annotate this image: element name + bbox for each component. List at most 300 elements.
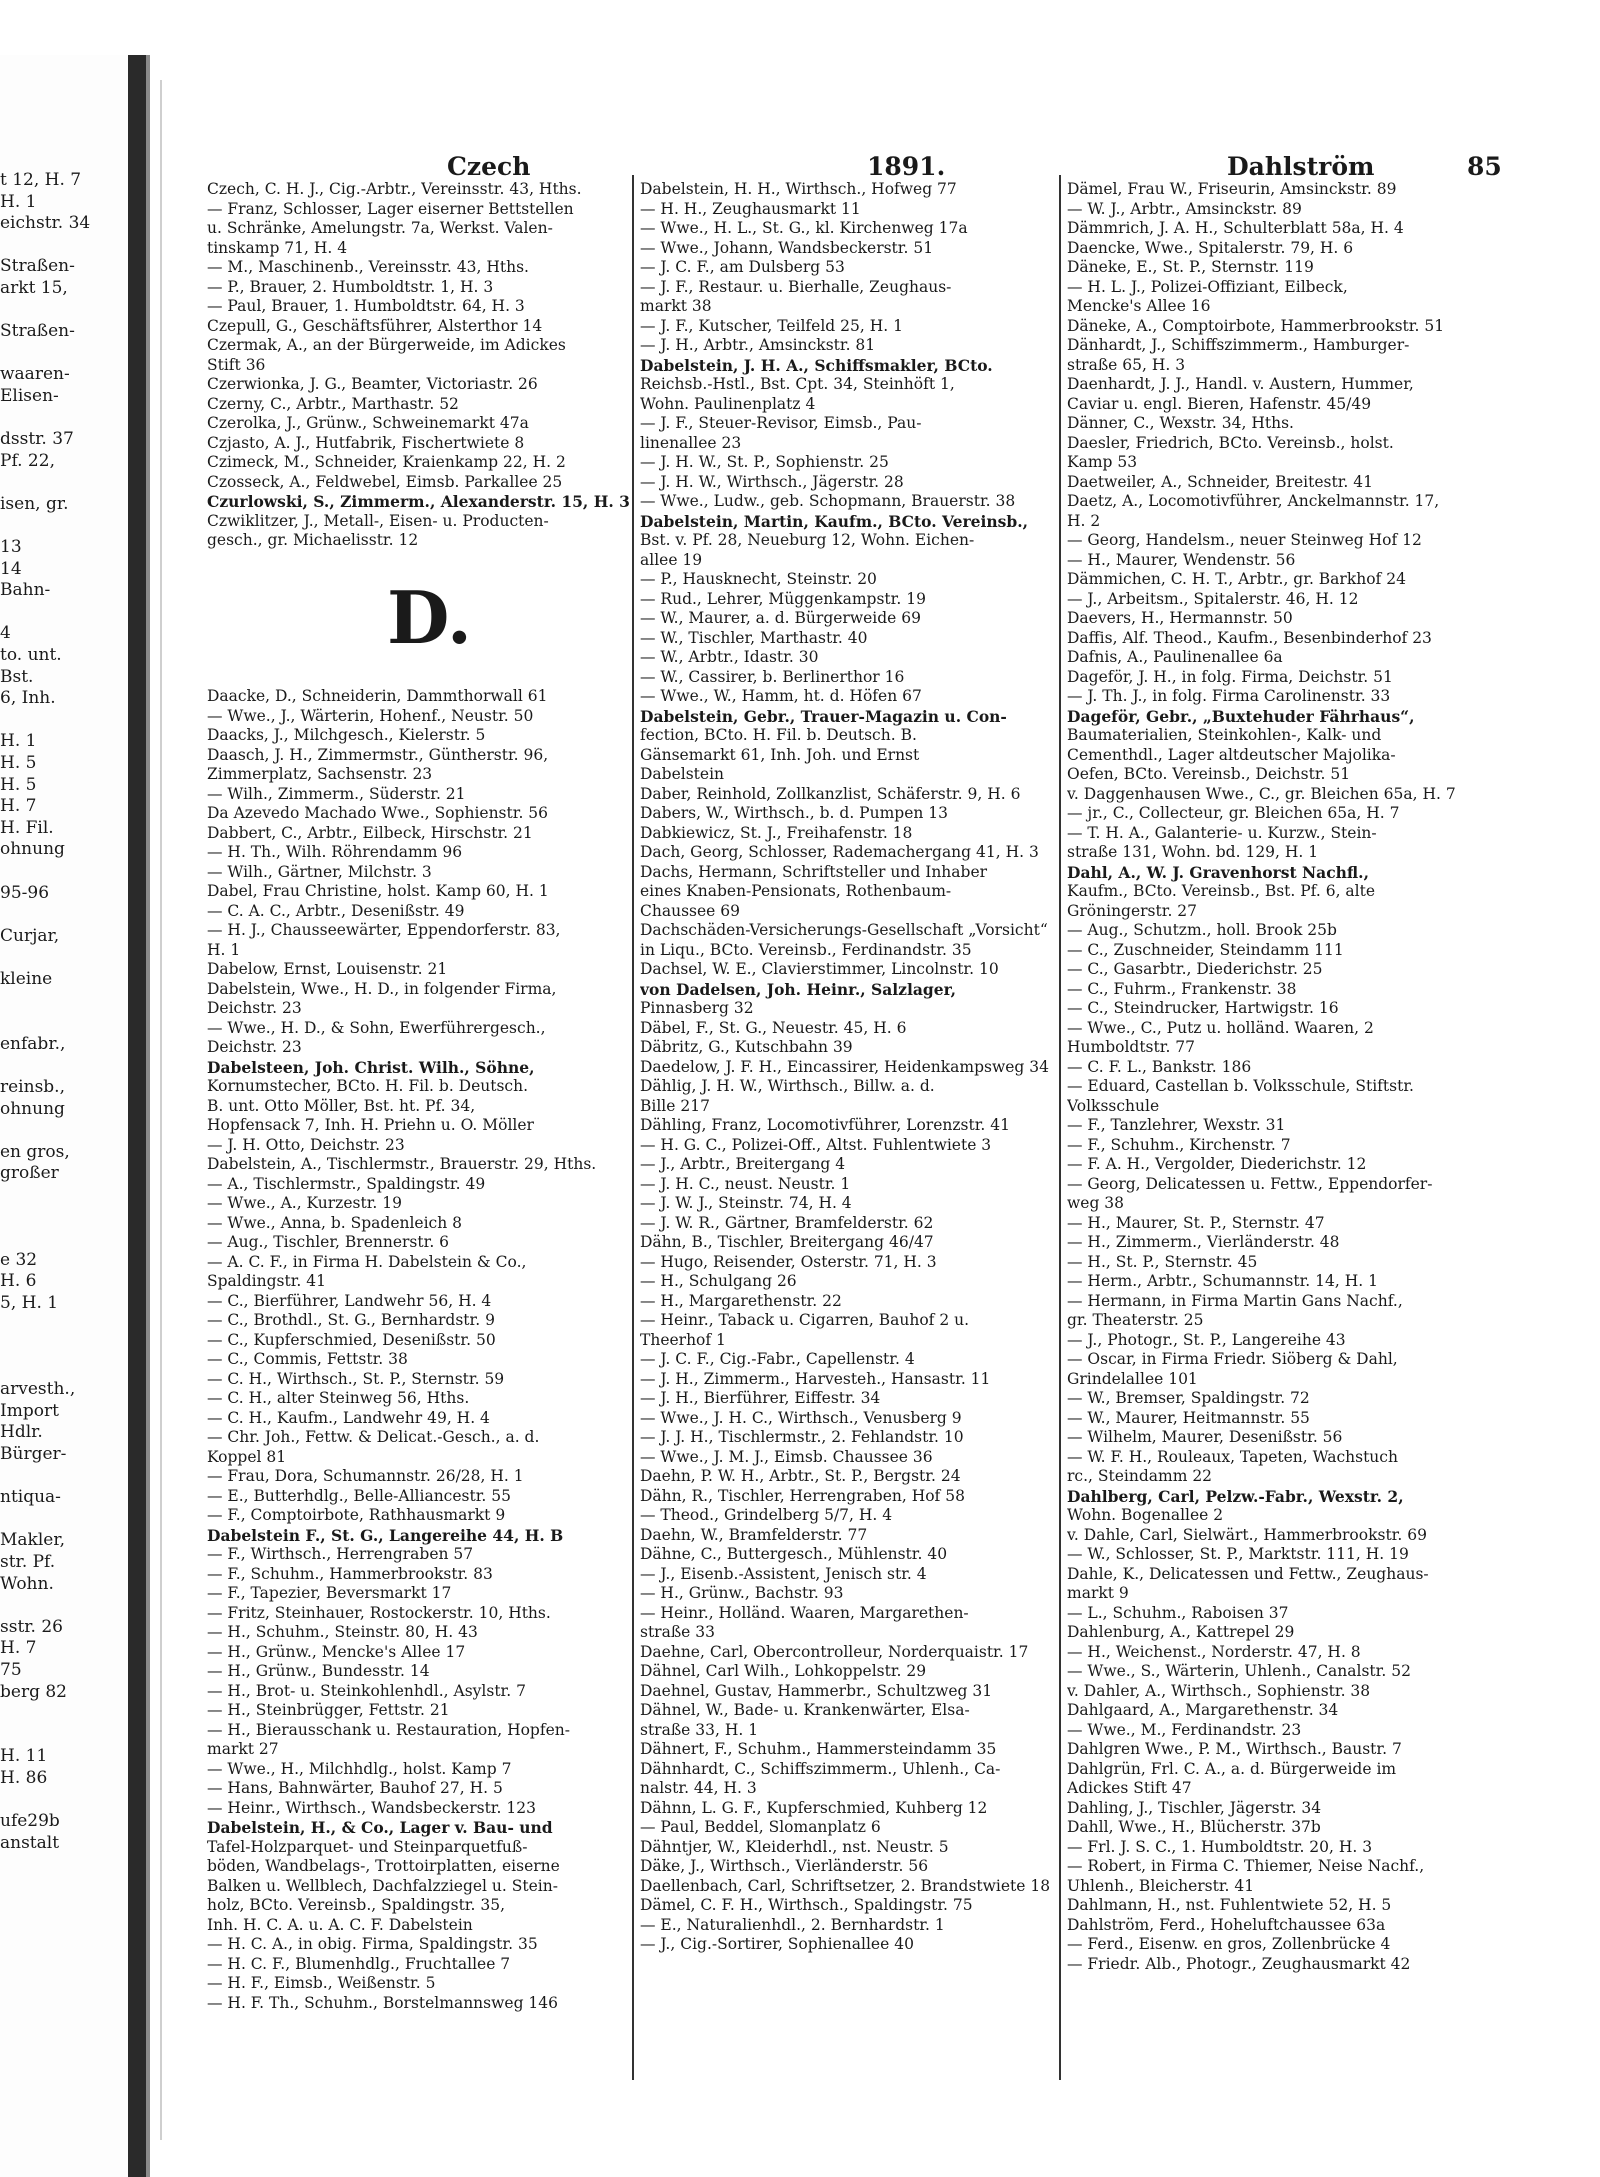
directory-entry: — F., Wirthsch., Herrengraben 57 xyxy=(207,1545,474,1563)
directory-entry: Kaufm., BCto. Vereinsb., Bst. Pf. 6, alte xyxy=(1067,882,1376,900)
directory-entry: Mencke's Allee 16 xyxy=(1067,297,1211,315)
edge-text-line: Curjar, xyxy=(0,925,60,946)
directory-entry: — C., Steindrucker, Hartwigstr. 16 xyxy=(1067,999,1339,1017)
directory-entry: Dahl, A., W. J. Gravenhorst Nachfl., xyxy=(1067,862,1369,882)
directory-entry: Czerwionka, J. G., Beamter, Victoriastr. 26 xyxy=(207,375,538,393)
directory-entry: — J. F., Steuer-Revisor, Eimsb., Pau- xyxy=(640,414,922,432)
directory-entry: Dageför, J. H., in folg. Firma, Deichstr. 51 xyxy=(1067,667,1393,686)
edge-text-line: Bürger- xyxy=(0,1444,67,1465)
directory-entry: — J. C. F., Cig.-Fabr., Capellenstr. 4 xyxy=(640,1350,915,1368)
edge-text-line: H. 7 xyxy=(0,1638,37,1659)
directory-entry: — Wwe., Johann, Wandsbeckerstr. 51 xyxy=(640,238,934,257)
edge-text-line xyxy=(0,1055,126,1077)
directory-entry: — C., Commis, Fettstr. 38 xyxy=(207,1350,408,1368)
edge-text-line: Makler, xyxy=(0,1530,66,1551)
directory-entry: Czerolka, J., Grünw., Schweinemarkt 47a xyxy=(207,414,529,432)
directory-column-1 xyxy=(207,180,632,2013)
directory-entry: weg 38 xyxy=(1067,1194,1125,1212)
directory-entry: Stift 36 xyxy=(207,355,266,374)
directory-entry: — J. J. H., Tischlermstr., 2. Fehlandstr. 10 xyxy=(640,1428,964,1446)
directory-entry: Dähnhardt, C., Schiffszimmerm., Uhlenh., Ca- xyxy=(640,1759,1001,1778)
directory-entry: von Dadelsen, Joh. Heinr., Salzlager, xyxy=(640,979,957,999)
directory-entry: — Aug., Schutzm., holl. Brook 25b xyxy=(1067,921,1337,939)
directory-entry: Daencke, Wwe., Spitalerstr. 79, H. 6 xyxy=(1067,238,1354,257)
directory-entry: Czosseck, A., Feldwebel, Eimsb. Parkallee 25 xyxy=(207,472,563,491)
directory-entry: Spaldingstr. 41 xyxy=(207,1272,326,1290)
directory-entry: — C., Brothdl., St. G., Bernhardstr. 9 xyxy=(207,1311,495,1329)
directory-entry: — A., Tischlermstr., Spaldingstr. 49 xyxy=(207,1174,486,1193)
directory-entry: u. Schränke, Amelungstr. 7a, Werkst. Valen- xyxy=(207,219,553,237)
edge-text-line: 95-96 xyxy=(0,882,50,903)
edge-text-line xyxy=(0,710,126,732)
directory-entry: Humboldtstr. 77 xyxy=(1067,1038,1196,1056)
edge-text-line xyxy=(0,516,126,538)
directory-entry: — W., Tischler, Marthastr. 40 xyxy=(640,628,868,647)
directory-entry: — J. H. Otto, Deichstr. 23 xyxy=(207,1135,405,1154)
directory-entry: Cementhdl., Lager altdeutscher Majolika- xyxy=(1067,745,1396,764)
edge-text-line: 6, Inh. xyxy=(0,688,56,709)
directory-entry: — H., Grünw., Bachstr. 93 xyxy=(640,1584,844,1602)
directory-entry: Dähnert, F., Schuhm., Hammersteindamm 35 xyxy=(640,1740,997,1758)
directory-entry: Dabbert, C., Arbtr., Eilbeck, Hirschstr. 21 xyxy=(207,823,533,842)
directory-entry: Daber, Reinhold, Zollkanzlist, Schäferstr. 9, H. 6 xyxy=(640,784,1021,803)
directory-entry: — Aug., Tischler, Brennerstr. 6 xyxy=(207,1233,450,1251)
directory-entry: Daacks, J., Milchgesch., Kielerstr. 5 xyxy=(207,726,486,744)
directory-entry: Wohn. Bogenallee 2 xyxy=(1067,1506,1224,1524)
directory-entry: — C. A. C., Arbtr., Desenißstr. 49 xyxy=(207,901,465,920)
directory-entry: fection, BCto. H. Fil. b. Deutsch. B. xyxy=(640,726,917,744)
directory-entry: v. Dahler, A., Wirthsch., Sophienstr. 38 xyxy=(1067,1681,1371,1700)
directory-entry: — J. H., Zimmerm., Harvesteh., Hansastr. 11 xyxy=(640,1369,991,1388)
directory-entry: Dähn, R., Tischler, Herrengraben, Hof 58 xyxy=(640,1486,965,1505)
directory-entry: Theerhof 1 xyxy=(640,1330,726,1349)
directory-entry: v. Dahle, Carl, Sielwärt., Hammerbrookstr. 69 xyxy=(1067,1525,1427,1544)
edge-text-line: Straßen- xyxy=(0,321,75,342)
directory-entry: Tafel-Holzparquet- und Steinparquetfuß- xyxy=(207,1837,528,1856)
header-left-keyword: Czech xyxy=(447,152,531,181)
directory-entry: — H. J., Chausseewärter, Eppendorferstr. 83, xyxy=(207,921,561,939)
directory-entry: — Robert, in Firma C. Thiemer, Neise Nachf., xyxy=(1067,1857,1425,1875)
directory-entry: — Wwe., H., Milchhdlg., holst. Kamp 7 xyxy=(207,1759,512,1778)
edge-text-line: Straßen- xyxy=(0,256,75,277)
directory-entry: — J., Arbtr., Breitergang 4 xyxy=(640,1155,846,1173)
directory-entry: Gröningerstr. 27 xyxy=(1067,901,1198,920)
directory-entry: Dahll, Wwe., H., Blücherstr. 37b xyxy=(1067,1818,1321,1836)
directory-entry: Dabelstein, H., & Co., Lager v. Bau- und xyxy=(207,1818,553,1837)
edge-text-line xyxy=(0,904,126,926)
directory-entry: Dafnis, A., Paulinenallee 6a xyxy=(1067,648,1283,666)
directory-entry: Daevers, H., Hermannstr. 50 xyxy=(1067,609,1293,627)
directory-entry: Czerny, C., Arbtr., Marthastr. 52 xyxy=(207,394,459,413)
edge-text-line: ohnung xyxy=(0,1098,65,1119)
directory-entry: in Liqu., BCto. Vereinsb., Ferdinandstr. 35 xyxy=(640,940,972,959)
directory-entry: — Ferd., Eisenw. en gros, Zollenbrücke 4 xyxy=(1067,1935,1391,1953)
directory-entry: — W., Maurer, Heitmannstr. 55 xyxy=(1067,1408,1310,1427)
directory-entry: Dämmichen, C. H. T., Arbtr., gr. Barkhof 24 xyxy=(1067,570,1406,588)
edge-text-line: H. 7 xyxy=(0,796,37,817)
edge-text-line: Wohn. xyxy=(0,1573,54,1594)
directory-entry: eines Knaben-Pensionats, Rothenbaum- xyxy=(640,882,952,900)
directory-entry: — J. H. W., St. P., Sophienstr. 25 xyxy=(640,453,889,471)
edge-text-line xyxy=(0,343,126,365)
directory-entry: — H. Th., Wilh. Röhrendamm 96 xyxy=(207,843,463,861)
directory-entry: straße 65, H. 3 xyxy=(1067,355,1186,374)
directory-entry: — Frau, Dora, Schumannstr. 26/28, H. 1 xyxy=(207,1467,524,1485)
edge-text-line: H. 6 xyxy=(0,1271,37,1292)
directory-entry: — C. F. L., Bankstr. 186 xyxy=(1067,1057,1252,1076)
directory-entry: — H., Maurer, St. P., Sternstr. 47 xyxy=(1067,1213,1325,1232)
directory-entry: gr. Theaterstr. 25 xyxy=(1067,1311,1204,1329)
directory-entry: — H. F. Th., Schuhm., Borstelmannsweg 146 xyxy=(207,1993,558,2012)
edge-text-line: Bahn- xyxy=(0,580,51,601)
edge-text-line: Pf. 22, xyxy=(0,450,55,471)
page-number: 85 xyxy=(1467,152,1502,181)
directory-entry: — Paul, Beddel, Slomanplatz 6 xyxy=(640,1818,881,1836)
directory-entry: Dachs, Hermann, Schriftsteller und Inhaber xyxy=(640,862,988,881)
directory-entry: — W. J., Arbtr., Amsinckstr. 89 xyxy=(1067,199,1302,218)
directory-entry: Dahlberg, Carl, Pelzw.-Fabr., Wexstr. 2, xyxy=(1067,1486,1404,1506)
directory-entry: Däbritz, G., Kutschbahn 39 xyxy=(640,1038,853,1056)
directory-entry: Daasch, J. H., Zimmermstr., Güntherstr. 96, xyxy=(207,745,549,764)
directory-entry: — J. F., Kutscher, Teilfeld 25, H. 1 xyxy=(640,316,903,335)
directory-entry: — Wwe., A., Kurzestr. 19 xyxy=(207,1194,402,1212)
directory-entry: — Wilh., Gärtner, Milchstr. 3 xyxy=(207,862,432,881)
edge-text-line xyxy=(0,1725,126,1747)
directory-entry: — Wilhelm, Maurer, Desenißstr. 56 xyxy=(1067,1428,1343,1446)
directory-entry: rc., Steindamm 22 xyxy=(1067,1467,1213,1485)
directory-entry: Daellenbach, Carl, Schriftsetzer, 2. Brandstwiete 18 xyxy=(640,1876,1051,1895)
directory-entry: Dahlenburg, A., Kattrepel 29 xyxy=(1067,1623,1295,1641)
edge-text-line: enfabr., xyxy=(0,1033,66,1054)
directory-entry: Däbel, F., St. G., Neuestr. 45, H. 6 xyxy=(640,1018,907,1037)
directory-entry: — C. H., Wirthsch., St. P., Sternstr. 59 xyxy=(207,1369,505,1388)
directory-entry: — H. C. A., in obig. Firma, Spaldingstr. 35 xyxy=(207,1935,538,1953)
directory-entry: — M., Maschinenb., Vereinsstr. 43, Hths. xyxy=(207,258,529,276)
directory-entry: — A. C. F., in Firma H. Dabelstein & Co., xyxy=(207,1252,527,1271)
directory-entry: — Wwe., W., Hamm, ht. d. Höfen 67 xyxy=(640,687,922,705)
directory-entry: Daedelow, J. F. H., Eincassirer, Heidenkampsweg 34 xyxy=(640,1057,1049,1076)
directory-entry: — Friedr. Alb., Photogr., Zeughausmarkt 42 xyxy=(1067,1954,1411,1973)
directory-entry: Däke, J., Wirthsch., Vierländerstr. 56 xyxy=(640,1857,929,1875)
directory-entry: markt 38 xyxy=(640,297,712,315)
edge-text-line: H. 5 xyxy=(0,753,37,774)
edge-text-line xyxy=(0,1358,126,1380)
directory-entry: — Wwe., M., Ferdinandstr. 23 xyxy=(1067,1720,1302,1739)
directory-entry: Dähntjer, W., Kleiderhdl., nst. Neustr. 5 xyxy=(640,1837,949,1856)
directory-entry: straße 33 xyxy=(640,1623,716,1641)
directory-entry: — Franz, Schlosser, Lager eiserner Bettstellen xyxy=(207,199,574,218)
edge-text-line xyxy=(0,1509,126,1531)
edge-text-line xyxy=(0,991,126,1013)
directory-entry: — Wwe., Ludw., geb. Schopmann, Brauerstr. 38 xyxy=(640,492,1016,510)
directory-column-3 xyxy=(1067,180,1492,1974)
directory-entry: Dabelstein, Wwe., H. D., in folgender Firma, xyxy=(207,979,557,998)
directory-entry: Czepull, G., Geschäftsführer, Alsterthor 14 xyxy=(207,316,543,335)
directory-entry: — H., Schuhm., Steinstr. 80, H. 43 xyxy=(207,1623,478,1641)
previous-page-text xyxy=(0,170,126,1854)
directory-entry: Bst. v. Pf. 28, Neueburg 12, Wohn. Eichen- xyxy=(640,531,975,549)
edge-text-line xyxy=(0,602,126,624)
directory-entry: — J. W. J., Steinstr. 74, H. 4 xyxy=(640,1194,852,1212)
directory-entry: — jr., C., Collecteur, gr. Bleichen 65a, H. 7 xyxy=(1067,804,1400,822)
edge-text-line: H. 1 xyxy=(0,191,37,212)
directory-entry: Dabelow, Ernst, Louisenstr. 21 xyxy=(207,960,448,978)
directory-entry: Dabelstein, J. H. A., Schiffsmakler, BCto. xyxy=(640,355,993,375)
directory-entry: — F., Schuhm., Hammerbrookstr. 83 xyxy=(207,1564,493,1583)
directory-entry: Dämmrich, J. A. H., Schulterblatt 58a, H. 4 xyxy=(1067,219,1404,237)
edge-text-line: isen, gr. xyxy=(0,493,69,514)
directory-entry: böden, Wandbelags-, Trottoirplatten, eiserne xyxy=(207,1857,560,1875)
directory-entry: — H., Zimmerm., Vierländerstr. 48 xyxy=(1067,1233,1340,1251)
directory-entry: Oefen, BCto. Vereinsb., Deichstr. 51 xyxy=(1067,765,1351,783)
directory-entry: Daacke, D., Schneiderin, Dammthorwall 61 xyxy=(207,687,548,705)
directory-entry: Deichstr. 23 xyxy=(207,999,302,1017)
edge-text-line: eichstr. 34 xyxy=(0,213,91,234)
directory-entry: — Heinr., Holländ. Waaren, Margarethen- xyxy=(640,1603,969,1622)
directory-entry: Dabelstein, A., Tischlermstr., Brauerstr. 29, Hths. xyxy=(207,1155,597,1173)
directory-entry: H. 2 xyxy=(1067,511,1101,530)
directory-entry: Kornumstecher, BCto. H. Fil. b. Deutsch. xyxy=(207,1077,529,1095)
directory-entry: markt 9 xyxy=(1067,1584,1129,1602)
edge-text-line: 14 xyxy=(0,558,22,579)
directory-entry: Wohn. Paulinenplatz 4 xyxy=(640,394,816,413)
directory-entry: — C., Zuschneider, Steindamm 111 xyxy=(1067,940,1344,959)
directory-entry: Pinnasberg 32 xyxy=(640,999,754,1017)
edge-text-line: 5, H. 1 xyxy=(0,1292,59,1313)
edge-text-line: dsstr. 37 xyxy=(0,429,74,450)
directory-entry: — W. F. H., Rouleaux, Tapeten, Wachstuch xyxy=(1067,1447,1398,1466)
directory-entry: — H. L. J., Polizei-Offiziant, Eilbeck, xyxy=(1067,277,1348,296)
edge-text-line: H. 1 xyxy=(0,731,37,752)
edge-text-line xyxy=(0,861,126,883)
directory-entry: v. Daggenhausen Wwe., C., gr. Bleichen 65a, H. 7 xyxy=(1067,784,1456,803)
directory-entry: Balken u. Wellblech, Dachfalzziegel u. Stein- xyxy=(207,1876,558,1895)
directory-entry: — Hugo, Reisender, Osterstr. 71, H. 3 xyxy=(640,1252,937,1271)
edge-text-line: ohnung xyxy=(0,839,65,860)
directory-entry: — Georg, Handelsm., neuer Steinweg Hof 12 xyxy=(1067,531,1422,549)
directory-entry: — J. H., Arbtr., Amsinckstr. 81 xyxy=(640,336,876,354)
directory-entry: B. unt. Otto Möller, Bst. ht. Pf. 34, xyxy=(207,1096,476,1115)
directory-entry: — F. A. H., Vergolder, Diederichstr. 12 xyxy=(1067,1155,1367,1173)
directory-entry: Czjasto, A. J., Hutfabrik, Fischertwiete 8 xyxy=(207,433,525,452)
directory-entry: — Wwe., C., Putz u. holländ. Waaren, 2 xyxy=(1067,1018,1374,1037)
directory-entry: Grindelallee 101 xyxy=(1067,1369,1198,1388)
directory-column-2 xyxy=(640,180,1065,1955)
directory-entry: — W., Bremser, Spaldingstr. 72 xyxy=(1067,1389,1310,1407)
edge-text-line: ntiqua- xyxy=(0,1487,61,1508)
edge-text-line: H. Fil. xyxy=(0,817,54,838)
directory-entry: — Wwe., H. D., & Sohn, Ewerführergesch., xyxy=(207,1018,546,1037)
previous-page-edge xyxy=(0,55,150,2177)
directory-entry: markt 27 xyxy=(207,1740,279,1758)
directory-entry: Dahle, K., Delicatessen und Fettw., Zeughaus- xyxy=(1067,1564,1429,1583)
directory-entry: — C. H., alter Steinweg 56, Hths. xyxy=(207,1389,470,1407)
book-binding xyxy=(128,55,148,2177)
directory-entry: Czurlowski, S., Zimmerm., Alexanderstr. 15, H. 3 xyxy=(207,492,630,511)
directory-entry: Dabelstein F., St. G., Langereihe 44, H. B xyxy=(207,1525,564,1545)
directory-entry: — H., Margarethenstr. 22 xyxy=(640,1291,842,1310)
directory-entry: — Eduard, Castellan b. Volksschule, Stiftstr. xyxy=(1067,1077,1414,1095)
directory-entry: — C., Bierführer, Landwehr 56, H. 4 xyxy=(207,1291,492,1310)
directory-entry: — H., Schulgang 26 xyxy=(640,1272,797,1290)
directory-entry: Bille 217 xyxy=(640,1096,710,1115)
directory-entry: — L., Schuhm., Raboisen 37 xyxy=(1067,1603,1289,1622)
directory-entry: — Hermann, in Firma Martin Gans Nachf., xyxy=(1067,1291,1403,1310)
directory-entry: — C., Fuhrm., Frankenstr. 38 xyxy=(1067,979,1297,998)
directory-entry: Da Azevedo Machado Wwe., Sophienstr. 56 xyxy=(207,804,549,822)
directory-entry: — J., Cig.-Sortirer, Sophienallee 40 xyxy=(640,1935,914,1953)
directory-entry: — H., St. P., Sternstr. 45 xyxy=(1067,1252,1258,1271)
edge-text-line: arvesth., xyxy=(0,1379,76,1400)
edge-text-line: Hdlr. xyxy=(0,1422,43,1443)
directory-entry: straße 131, Wohn. bd. 129, H. 1 xyxy=(1067,843,1319,861)
directory-entry: nalstr. 44, H. 3 xyxy=(640,1779,757,1797)
directory-entry: — H., Maurer, Wendenstr. 56 xyxy=(1067,550,1296,569)
directory-entry: Dabelsteen, Joh. Christ. Wilh., Söhne, xyxy=(207,1057,535,1077)
edge-text-line xyxy=(0,1595,126,1617)
edge-text-line xyxy=(0,947,126,969)
directory-entry: — H., Weichenst., Norderstr. 47, H. 8 xyxy=(1067,1642,1361,1661)
edge-text-line: waaren- xyxy=(0,364,70,385)
directory-entry: Daffis, Alf. Theod., Kaufm., Besenbinderhof 23 xyxy=(1067,628,1432,647)
directory-entry: Dähne, C., Buttergesch., Mühlenstr. 40 xyxy=(640,1545,948,1563)
directory-entry: Dähnel, W., Bade- u. Krankenwärter, Elsa- xyxy=(640,1701,970,1719)
directory-entry: — H. H., Zeughausmarkt 11 xyxy=(640,199,861,218)
directory-entry: — P., Brauer, 2. Humboldtstr. 1, H. 3 xyxy=(207,277,494,296)
column-divider xyxy=(632,175,634,2080)
directory-entry: Czech, C. H. J., Cig.-Arbtr., Vereinsstr. 43, Hths. xyxy=(207,180,582,198)
directory-entry: Dachschäden-Versicherungs-Gesellschaft „Vorsicht“ xyxy=(640,921,1048,939)
edge-text-line: 4 xyxy=(0,623,11,644)
directory-entry: Dahling, J., Tischler, Jägerstr. 34 xyxy=(1067,1798,1322,1817)
directory-entry: — C., Gasarbtr., Diederichstr. 25 xyxy=(1067,960,1323,978)
directory-entry: Daehnel, Gustav, Hammerbr., Schultzweg 31 xyxy=(640,1681,993,1700)
edge-text-line: arkt 15, xyxy=(0,277,68,298)
directory-entry: — E., Naturalienhdl., 2. Bernhardstr. 1 xyxy=(640,1915,945,1934)
directory-entry: Uhlenh., Bleicherstr. 41 xyxy=(1067,1876,1255,1895)
edge-text-line xyxy=(0,1466,126,1488)
directory-entry: — H. G. C., Polizei-Off., Altst. Fuhlentwiete 3 xyxy=(640,1135,992,1154)
header-right-keyword: Dahlström xyxy=(1227,152,1375,181)
edge-text-line xyxy=(0,472,126,494)
directory-entry: — Wwe., H. L., St. G., kl. Kirchenweg 17a xyxy=(640,219,968,237)
directory-entry: Dänhardt, J., Schiffszimmerm., Hamburger- xyxy=(1067,336,1410,354)
directory-entry: — C. H., Kaufm., Landwehr 49, H. 4 xyxy=(207,1408,490,1427)
edge-text-line: H. 5 xyxy=(0,774,37,795)
directory-entry: Dahlmann, H., nst. Fuhlentwiete 52, H. 5 xyxy=(1067,1896,1392,1914)
directory-entry: — Oscar, in Firma Friedr. Siöberg & Dahl, xyxy=(1067,1350,1398,1368)
directory-entry: Dänner, C., Wexstr. 34, Hths. xyxy=(1067,414,1294,432)
directory-entry: Czwiklitzer, J., Metall-, Eisen- u. Producten- xyxy=(207,511,549,530)
directory-entry xyxy=(207,668,632,688)
directory-entry: Baumaterialien, Steinkohlen-, Kalk- und xyxy=(1067,726,1382,744)
edge-text-line xyxy=(0,1228,126,1250)
directory-entry: — Wwe., S., Wärterin, Uhlenh., Canalstr. 52 xyxy=(1067,1662,1411,1680)
directory-entry: — Paul, Brauer, 1. Humboldtstr. 64, H. 3 xyxy=(207,297,525,315)
directory-entry: — J. F., Restaur. u. Bierhalle, Zeughaus- xyxy=(640,277,952,296)
directory-entry: Czermak, A., an der Bürgerweide, im Adickes xyxy=(207,336,566,354)
directory-entry: — P., Hausknecht, Steinstr. 20 xyxy=(640,570,877,588)
directory-entry: Dahlström, Ferd., Hoheluftchaussee 63a xyxy=(1067,1915,1386,1934)
directory-entry: — J., Arbeitsm., Spitalerstr. 46, H. 12 xyxy=(1067,589,1359,608)
directory-entry: — F., Schuhm., Kirchenstr. 7 xyxy=(1067,1135,1291,1154)
directory-entry: — Chr. Joh., Fettw. & Delicat.-Gesch., a. d. xyxy=(207,1428,540,1446)
directory-entry: Deichstr. 23 xyxy=(207,1038,302,1056)
directory-page xyxy=(160,80,1572,2140)
directory-entry: — Heinr., Taback u. Cigarren, Bauhof 2 u. xyxy=(640,1311,970,1329)
directory-entry: — H., Brot- u. Steinkohlenhdl., Asylstr. 7 xyxy=(207,1681,526,1700)
directory-entry: — J. C. F., am Dulsberg 53 xyxy=(640,258,845,276)
directory-entry: linenallee 23 xyxy=(640,433,742,452)
book-binding-shadow xyxy=(146,55,150,2177)
directory-entry: Koppel 81 xyxy=(207,1447,287,1466)
directory-entry: — Heinr., Wirthsch., Wandsbeckerstr. 123 xyxy=(207,1798,536,1817)
directory-entry: — Wwe., J. H. C., Wirthsch., Venusberg 9 xyxy=(640,1408,962,1427)
directory-entry: — H. F., Eimsb., Weißenstr. 5 xyxy=(207,1974,436,1992)
directory-entry: — Wwe., Anna, b. Spadenleich 8 xyxy=(207,1213,463,1232)
directory-entry: Däneke, E., St. P., Sternstr. 119 xyxy=(1067,258,1314,276)
directory-entry: Dahlgaard, A., Margarethenstr. 34 xyxy=(1067,1701,1339,1719)
directory-entry: Dabelstein xyxy=(640,765,725,783)
edge-text-line: H. 86 xyxy=(0,1767,48,1788)
directory-entry: straße 33, H. 1 xyxy=(640,1720,759,1739)
directory-entry: gesch., gr. Michaelisstr. 12 xyxy=(207,531,419,549)
edge-text-line: Bst. xyxy=(0,666,34,687)
directory-entry: Dähnn, L. G. F., Kupferschmied, Kuhberg 12 xyxy=(640,1798,988,1817)
directory-entry: — Theod., Grindelberg 5/7, H. 4 xyxy=(640,1506,893,1524)
directory-entry: — H. C. F., Blumenhdlg., Fruchtallee 7 xyxy=(207,1954,511,1973)
directory-entry: — E., Butterhdlg., Belle-Alliancestr. 55 xyxy=(207,1486,511,1505)
directory-entry: Reichsb.-Hstl., Bst. Cpt. 34, Steinhöft 1, xyxy=(640,375,955,393)
directory-entry xyxy=(207,551,632,571)
edge-text-line xyxy=(0,1120,126,1142)
directory-entry: holz, BCto. Vereinsb., Spaldingstr. 35, xyxy=(207,1896,506,1914)
header-year: 1891. xyxy=(867,152,946,181)
directory-entry: — F., Tapezier, Beversmarkt 17 xyxy=(207,1584,452,1602)
edge-text-line: anstalt xyxy=(0,1832,60,1853)
edge-text-line xyxy=(0,235,126,257)
directory-entry: — F., Tanzlehrer, Wexstr. 31 xyxy=(1067,1116,1286,1134)
edge-text-line: Elisen- xyxy=(0,385,59,406)
directory-entry: — Rud., Lehrer, Müggenkampstr. 19 xyxy=(640,589,926,608)
directory-entry: Daehn, P. W. H., Arbtr., St. P., Bergstr. 24 xyxy=(640,1467,961,1485)
edge-text-line xyxy=(0,1207,126,1229)
directory-entry: — J. H., Bierführer, Eiffestr. 34 xyxy=(640,1389,881,1407)
edge-text-line xyxy=(0,300,126,322)
directory-entry: — Frl. J. S. C., 1. Humboldtstr. 20, H. 3 xyxy=(1067,1837,1373,1856)
directory-entry: — W., Cassirer, b. Berlinerthor 16 xyxy=(640,667,905,686)
directory-entry: — H., Grünw., Bundesstr. 14 xyxy=(207,1662,430,1680)
directory-entry: Daesler, Friedrich, BCto. Vereinsb., holst. xyxy=(1067,433,1394,452)
edge-text-line xyxy=(0,1336,126,1358)
directory-entry: — J. W. R., Gärtner, Bramfelderstr. 62 xyxy=(640,1213,934,1232)
directory-entry: Daehn, W., Bramfelderstr. 77 xyxy=(640,1525,868,1544)
edge-text-line: kleine xyxy=(0,968,53,989)
edge-text-line xyxy=(0,1314,126,1336)
directory-entry: Dabkiewicz, St. J., Freihafenstr. 18 xyxy=(640,823,913,842)
directory-entry: Dachsel, W. E., Clavierstimmer, Lincolnstr. 10 xyxy=(640,960,999,978)
directory-entry: Dämel, C. F. H., Wirthsch., Spaldingstr. 75 xyxy=(640,1896,973,1914)
edge-text-line: e 32 xyxy=(0,1249,38,1270)
edge-text-line: str. Pf. xyxy=(0,1552,56,1572)
directory-entry: Dageför, Gebr., „Buxtehuder Fährhaus“, xyxy=(1067,706,1415,726)
edge-text-line: to. unt. xyxy=(0,645,62,666)
directory-entry: — J. H. C., neust. Neustr. 1 xyxy=(640,1174,851,1193)
directory-entry: Dämel, Frau W., Friseurin, Amsinckstr. 89 xyxy=(1067,180,1397,198)
directory-entry: Dabelstein, Gebr., Trauer-Magazin u. Con- xyxy=(640,706,1007,726)
directory-entry: Caviar u. engl. Bieren, Hafenstr. 45/49 xyxy=(1067,394,1372,413)
directory-entry: tinskamp 71, H. 4 xyxy=(207,238,348,257)
